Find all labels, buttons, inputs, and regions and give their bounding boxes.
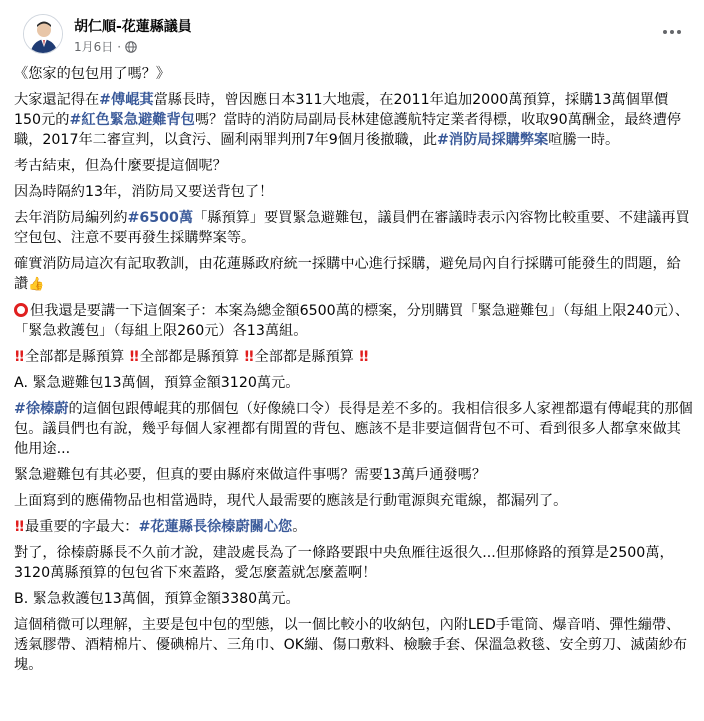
- paragraph-road: 對了，徐榛蔚縣長不久前才說，建設處長為了一條路要跟中央魚雁往返很久...但那條路的預算是2500萬，3120萬縣預算的包包省下來蓋路，愛怎麼蓋就怎麼蓋啊！: [14, 545, 674, 581]
- double-exclamation-emoji: !!: [128, 349, 138, 365]
- paragraph-outdated: 上面寫到的應備物品也相當過時，現代人最需要的應該是行動電源與充電線，都漏列了。: [14, 493, 568, 509]
- post-date[interactable]: 1月6日: [74, 40, 114, 54]
- red-circle-emoji: [14, 303, 28, 317]
- hashtag-link[interactable]: #傅崐萁: [99, 92, 154, 108]
- post-header: [12, 0, 692, 64]
- paragraph-item-a: A. 緊急避難包13萬個，預算金額3120萬元。: [14, 375, 300, 391]
- author-name[interactable]: 胡仁順-花蓮縣議員: [74, 19, 192, 35]
- post-title: 《您家的包包用了嗎？》: [14, 66, 171, 82]
- double-exclamation-emoji: !!: [358, 349, 368, 365]
- hashtag-link[interactable]: #花蓮縣長徐榛蔚關心您: [138, 519, 293, 535]
- hashtag-link[interactable]: #紅色緊急避難背包: [69, 112, 195, 128]
- more-options-button[interactable]: [656, 20, 688, 44]
- paragraph-case: 但我還是要講一下這個案子：本案為總金額6500萬的標案，分別購買「緊急避難包」（每組上限240元）、「緊急救護包」（每組上限260元）各13萬組。: [14, 303, 690, 339]
- avatar-photo: [24, 15, 63, 54]
- paragraph-item-b: B. 緊急救護包13萬個，預算金額3380萬元。: [14, 591, 300, 607]
- paragraph-history: 大家還記得在#傅崐萁當縣長時，曾因應日本311大地震，在2011年追加2000萬預算，採購13萬個單價150元的#紅色緊急避難背包嗎？當時的消防局副局長林建億護航特定業者得標，收取90萬酬金，最終遭停職，2017年二審宣判，以貪污、圖利兩罪判刑7年9個月後撤職，此#消防局採購弊案喧騰一時。: [14, 92, 682, 148]
- more-options-icon: [663, 30, 667, 34]
- post-body: [14, 64, 694, 681]
- author-avatar[interactable]: [23, 14, 63, 54]
- paragraph-question: 考古結束，但為什麼要提這個呢？: [14, 158, 227, 174]
- meta-separator: ·: [117, 39, 122, 54]
- paragraph-comparison: #徐榛蔚的這個包跟傅崐萁的那個包（好像繞口令）長得是差不多的。我相信很多人家裡都還有傅崐萁的那個包。議員們也有說，幾乎每個人家裡都有閒置的背包、應該不是非要這個背包不可、看到很多人都拿來做其他用途...: [14, 401, 693, 457]
- paragraph-procurement: 確實消防局這次有記取教訓，由花蓮縣政府統一採購中心進行採購，避免局內自行採購可能發生的問題，給讚👍: [14, 254, 694, 295]
- hashtag-link[interactable]: #6500萬: [127, 210, 194, 226]
- paragraph-reason: 因為時隔約13年，消防局又要送背包了！: [14, 184, 274, 200]
- double-exclamation-emoji: !!: [243, 349, 253, 365]
- globe-icon: [125, 41, 137, 53]
- hashtag-link[interactable]: #徐榛蔚: [14, 401, 69, 417]
- double-exclamation-emoji: !!: [14, 349, 23, 365]
- double-exclamation-emoji: !!: [14, 519, 23, 535]
- paragraph-budget: 去年消防局編列約#6500萬「縣預算」要買緊急避難包，議員們在審議時表示內容物比較重要、不建議再買空包包、注意不要再發生採購弊案等。: [14, 210, 690, 246]
- hashtag-link[interactable]: #消防局採購弊案: [437, 132, 549, 148]
- thumbs-up-emoji: 👍: [28, 277, 45, 292]
- paragraph-county-budget: !! 全部都是縣預算 !! 全部都是縣預算 !! 全部都是縣預算 !!: [14, 349, 368, 365]
- post-meta: [74, 38, 137, 55]
- paragraph-necessity: 緊急避難包有其必要，但真的要由縣府來做這件事嗎？需要13萬戶通發嗎？: [14, 467, 487, 483]
- paragraph-biggest-words: !! 最重要的字最大：#花蓮縣長徐榛蔚關心您。: [14, 519, 307, 535]
- paragraph-kit-contents: 這個稍微可以理解，主要是包中包的型態，以一個比較小的收納包，內附LED手電筒、爆音哨、彈性繃帶、透氣膠帶、酒精棉片、優碘棉片、三角巾、OK繃、傷口敷料、檢驗手套、保溫急救毯、安全剪刀、滅菌紗布塊。: [14, 617, 688, 673]
